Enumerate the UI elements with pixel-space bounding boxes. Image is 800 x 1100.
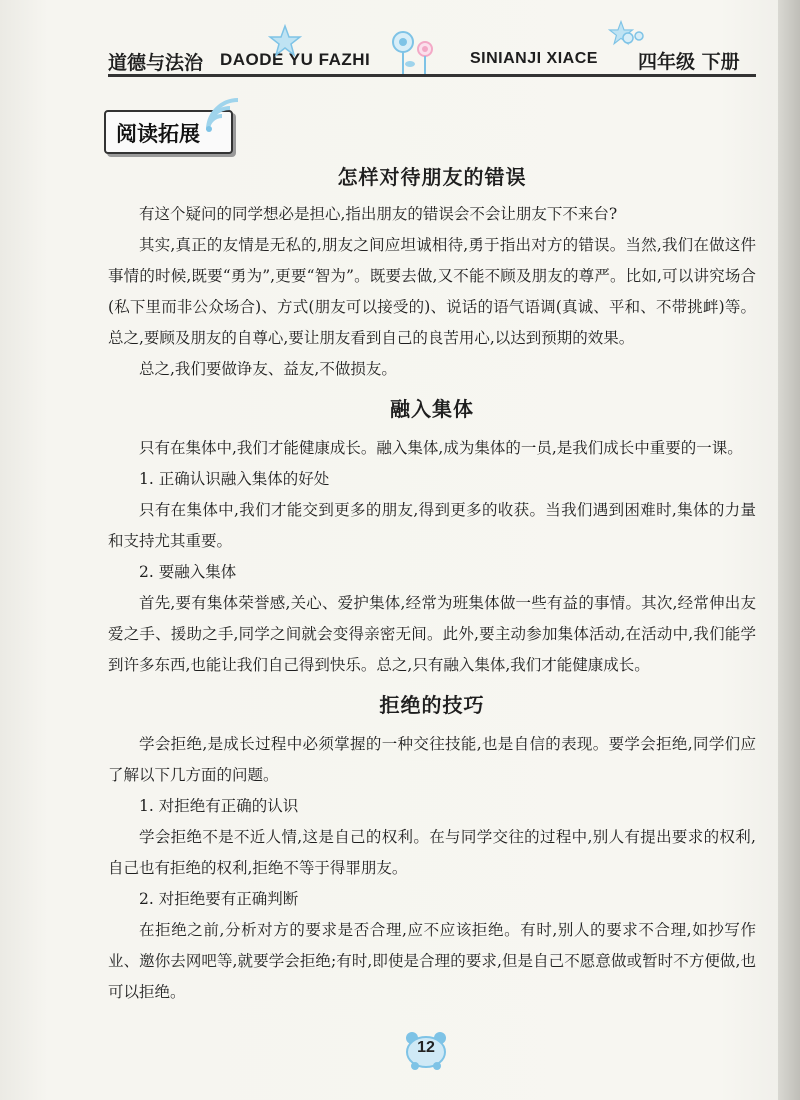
wifi-icon [200,92,246,138]
paragraph: 在拒绝之前,分析对方的要求是否合理,应不应该拒绝。有时,别人的要求不合理,如抄写作业、邀你去网吧等,就要学会拒绝;有时,即使是合理的要求,但是自己不愿意做或暂时不方便做,也可以拒绝。 [108,921,756,1001]
header-grade-pinyin: SINIANJI XIACE [470,50,598,67]
page-number-badge [403,1030,449,1070]
article-title: 怎样对待朋友的错误 [337,165,527,189]
header-grade: 四年级 下册 [638,51,740,73]
subheading: 2. 要融入集体 [139,563,237,581]
flower-icon [622,28,646,48]
header-subject-pinyin: DAODE YU FAZHI [220,50,371,69]
subheading: 1. 正确认识融入集体的好处 [139,470,330,488]
article-title: 融入集体 [390,397,474,421]
paragraph: 首先,要有集体荣誉感,关心、爱护集体,经常为班集体做一些有益的事情。其次,经常伸出友爱之手、援助之手,同学之间就会变得亲密无间。此外,要主动参加集体活动,在活动中,我们能学到许多东西,也能让我们自己得到快乐。总之,只有融入集体,我们才能健康成长。 [108,594,756,674]
flower-icon [414,40,436,76]
page-header [108,30,756,80]
article-title: 拒绝的技巧 [379,693,485,717]
page-binding-edge [778,0,800,1100]
page-number: 12 [417,1039,435,1056]
paragraph: 学会拒绝,是成长过程中必须掌握的一种交往技能,也是自信的表现。要学会拒绝,同学们应了解以下几方面的问题。 [108,735,756,784]
article-body [108,155,756,1008]
paragraph: 只有在集体中,我们才能健康成长。融入集体,成为集体的一员,是我们成长中重要的一课。 [139,439,743,457]
section-badge-label: 阅读拓展 [116,122,200,146]
subheading: 2. 对拒绝要有正确判断 [139,890,299,908]
paragraph: 学会拒绝不是不近人情,这是自己的权利。在与同学交往的过程中,别人有提出要求的权利,自己也有拒绝的权利,拒绝不等于得罪朋友。 [108,828,756,877]
subheading: 1. 对拒绝有正确的认识 [139,797,299,815]
star-icon [268,24,302,58]
header-rule [108,74,756,77]
paragraph: 总之,我们要做诤友、益友,不做损友。 [139,360,397,378]
paragraph: 只有在集体中,我们才能交到更多的朋友,得到更多的收获。当我们遇到困难时,集体的力量和支持尤其重要。 [108,501,756,550]
header-subject: 道德与法治 [108,52,204,74]
paragraph: 有这个疑问的同学想必是担心,指出朋友的错误会不会让朋友下不来台? [139,205,618,223]
paragraph: 其实,真正的友情是无私的,朋友之间应坦诚相待,勇于指出对方的错误。当然,我们在做这件事情的时候,既要“勇为”,更要“智为”。既要去做,又不能不顾及朋友的尊严。比如,可以讲究场合(私下里而非公众场合)、方式(朋友可以接受的)、说话的语气语调(真诚、平和、不带挑衅)等。总之,要顾及朋友的自尊心,要让朋友看到自己的良苦用心,以达到预期的效果。 [108,236,756,347]
